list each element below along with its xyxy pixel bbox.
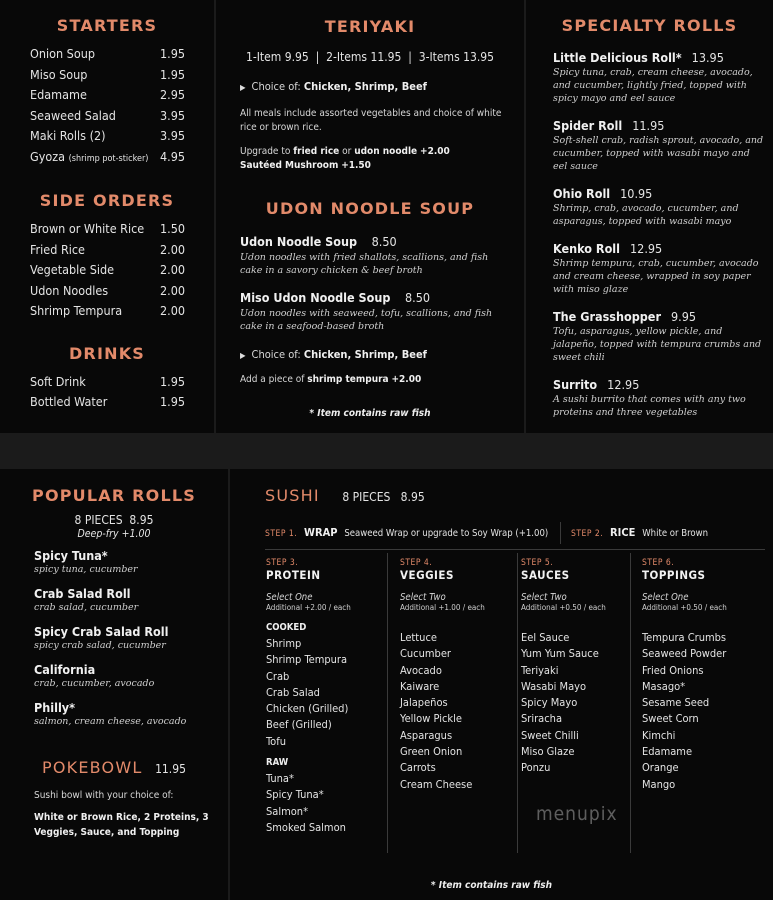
list-item: Tuna* <box>266 772 294 786</box>
raw-list <box>266 771 384 836</box>
roll-price: 12.95 <box>607 377 640 392</box>
column-divider <box>517 553 518 853</box>
item-price: 1.95 <box>159 46 185 61</box>
item-name: Bottled Water <box>30 394 108 409</box>
choice-value: Chicken, Shrimp, Beef <box>303 80 427 93</box>
item-price: 2.00 <box>159 282 185 298</box>
item-price: 2.00 <box>159 303 185 318</box>
item-name: Fried Rice <box>30 241 85 257</box>
list-item: Sweet Chilli <box>521 728 579 742</box>
item-price: 3.95 <box>159 128 185 143</box>
roll-desc: spicy crab salad, cucumber <box>34 640 166 651</box>
roll-name: Spicy Crab Salad Roll <box>34 624 169 639</box>
roll-name: Crab Salad Roll <box>34 586 131 601</box>
popular-pieces: 8 PIECES 8.95 <box>74 513 154 527</box>
list-item: Chicken (Grilled) <box>266 702 349 716</box>
item-name: Shrimp Tempura <box>30 303 123 318</box>
veggies-additional: Additional +1.00 / each <box>400 603 485 612</box>
addon-tempura: shrimp tempura <box>307 374 389 385</box>
starters-heading: STARTERS <box>56 16 158 35</box>
pokebowl-line1: Sushi bowl with your choice of: <box>34 790 174 801</box>
column-divider <box>387 553 388 853</box>
sushi-panel <box>230 469 773 900</box>
list-item: Sesame Seed <box>642 696 710 710</box>
toppings-title: TOPPINGS <box>642 568 706 582</box>
step-divider <box>560 522 561 544</box>
pokebowl-body <box>0 788 228 840</box>
step-4-label: STEP 4. <box>400 558 433 568</box>
roll-price: 11.95 <box>632 118 665 133</box>
veggies-select: Select Two <box>400 592 446 603</box>
mushroom-label: Sautéed Mushroom <box>240 160 339 171</box>
item-price: 2.00 <box>159 262 185 277</box>
protein-select: Select One <box>266 592 313 603</box>
roll-name: Ohio Roll <box>553 186 611 201</box>
pokebowl-line2: White or Brown Rice, 2 Proteins, 3 Veggies, Sauce, and Topping <box>34 812 209 838</box>
pokebowl-price: 11.95 <box>155 762 186 776</box>
list-item: Cucumber <box>400 647 451 661</box>
list-item: Crab <box>266 669 290 683</box>
specialty-item <box>553 306 765 364</box>
sushi-title-row <box>265 486 425 505</box>
teriyaki-meals-note: All meals include assorted vegetables and choice of white rice or brown rice. <box>240 108 502 133</box>
starters-panel <box>0 0 214 433</box>
popular-list <box>0 540 228 728</box>
upgrade-text: Upgrade to <box>240 146 291 157</box>
roll-desc: Tofu, asparagus, yellow pickle, and jalapeño, topped with tempura crumbs and sweet chili <box>553 326 762 363</box>
roll-desc: spicy tuna, cucumber <box>34 564 138 575</box>
list-item <box>30 126 185 147</box>
udon-item <box>240 287 504 333</box>
item-name: Miso Soup <box>30 66 88 82</box>
popular-item <box>34 548 218 576</box>
starters-list <box>0 35 214 169</box>
item-name: Vegetable Side <box>30 262 115 277</box>
sauces-list <box>521 630 631 777</box>
list-item: Salmon* <box>266 804 309 818</box>
list-item <box>30 281 185 302</box>
list-item: Wasabi Mayo <box>521 679 587 693</box>
triangle-bullet-icon: ▶ <box>240 351 246 360</box>
list-item: Edamame <box>642 745 693 759</box>
drinks-list <box>0 363 214 413</box>
list-item: Beef (Grilled) <box>266 718 332 732</box>
step-6-label: STEP 6. <box>642 558 675 568</box>
roll-name: California <box>34 662 96 677</box>
sauces-additional: Additional +0.50 / each <box>521 603 606 612</box>
roll-desc: crab, cucumber, avocado <box>34 678 155 689</box>
popular-heading: POPULAR ROLLS <box>32 486 196 505</box>
roll-desc: Shrimp tempura, crab, cucumber, avocado and cream cheese, wrapped in soy paper with miso glaze <box>553 258 759 295</box>
veggies-list <box>400 630 515 793</box>
teriyaki-prices: 1-Item 9.95 | 2-Items 11.95 | 3-Items 13.95 <box>245 50 495 64</box>
item-price: 2.95 <box>159 87 185 102</box>
mushroom-price: +1.50 <box>341 160 371 171</box>
list-item: Sweet Corn <box>642 712 699 726</box>
item-name: Soft Drink <box>30 373 86 389</box>
list-item: Kimchi <box>642 728 676 742</box>
toppings-column <box>642 558 770 793</box>
udon-item-name: Udon Noodle Soup <box>240 234 358 249</box>
protein-title: PROTEIN <box>266 568 321 582</box>
toppings-list <box>642 630 770 793</box>
list-item <box>30 301 185 322</box>
popular-deepfry: Deep-fry +1.00 <box>77 528 151 540</box>
addon-text: Add a piece of <box>240 374 305 385</box>
list-item: Cream Cheese <box>400 777 473 791</box>
specialty-heading: SPECIALTY ROLLS <box>561 16 738 35</box>
side-orders-heading: SIDE ORDERS <box>39 191 175 210</box>
roll-name: Spider Roll <box>553 118 623 133</box>
list-item <box>30 219 185 240</box>
choice-label: Choice of: <box>251 80 301 93</box>
steps-underline <box>265 549 765 550</box>
list-item: Ponzu <box>521 761 551 775</box>
step-1-text: Seaweed Wrap or upgrade to Soy Wrap (+1.00) <box>344 528 549 539</box>
watermark: menupix <box>536 803 618 825</box>
sushi-heading: SUSHI <box>265 486 320 505</box>
sauces-select: Select Two <box>521 592 567 603</box>
list-item: Jalapeños <box>400 696 448 710</box>
step-3-label: STEP 3. <box>266 558 299 568</box>
protein-column <box>266 558 384 836</box>
item-price: 2.00 <box>159 241 185 257</box>
popular-panel <box>0 469 228 900</box>
list-item: Smoked Salmon <box>266 820 346 834</box>
item-name: Onion Soup <box>30 46 95 61</box>
roll-price: 9.95 <box>671 309 697 324</box>
list-item: Spicy Mayo <box>521 696 578 710</box>
item-price: 1.95 <box>159 394 185 409</box>
item-price: 4.95 <box>159 148 185 164</box>
cooked-list <box>266 636 384 750</box>
popular-item <box>34 700 218 728</box>
item-name: Gyoza <box>30 148 66 164</box>
udon-body <box>216 231 524 387</box>
upgrade-price: +2.00 <box>420 146 450 157</box>
step-1-label: STEP 1. <box>265 529 298 539</box>
list-item <box>30 392 185 413</box>
roll-name: Philly* <box>34 700 76 715</box>
udon-item-price: 8.50 <box>371 234 397 249</box>
udon-heading: UDON NOODLE SOUP <box>265 199 475 218</box>
drinks-heading: DRINKS <box>68 343 146 363</box>
addon-price: +2.00 <box>391 374 422 385</box>
specialty-item <box>553 238 765 296</box>
veggies-title: VEGGIES <box>400 568 454 582</box>
roll-name: Kenko Roll <box>553 241 621 256</box>
roll-desc: salmon, cream cheese, avocado <box>34 716 187 727</box>
item-price: 1.50 <box>159 221 185 236</box>
roll-desc: Spicy tuna, crab, cream cheese, avocado, and cucumber, lightly fried, topped with spicy mayo and eel sauce <box>553 67 753 104</box>
udon-item-desc: Udon noodles with fried shallots, scallions, and fish cake in a savory chicken & beef broth <box>240 252 489 276</box>
sauces-column <box>521 558 631 777</box>
udon-addon <box>240 372 504 387</box>
list-item <box>30 372 185 393</box>
specialty-panel <box>526 0 773 433</box>
list-item: Eel Sauce <box>521 631 570 644</box>
udon-item-price: 8.50 <box>404 290 431 305</box>
item-name: Udon Noodles <box>30 282 109 298</box>
list-item: Masago* <box>642 679 686 693</box>
roll-name: Spicy Tuna* <box>34 548 108 563</box>
triangle-bullet-icon: ▶ <box>240 83 246 92</box>
roll-desc: Shrimp, crab, avocado, cucumber, and asparagus, topped with wasabi mayo <box>553 203 739 227</box>
item-price: 3.95 <box>159 107 185 123</box>
specialty-list <box>526 35 773 419</box>
step-2-label: STEP 2. <box>571 529 604 539</box>
toppings-additional: Additional +0.50 / each <box>642 603 727 612</box>
item-price: 1.95 <box>159 66 185 82</box>
item-price: 1.95 <box>159 373 185 389</box>
roll-price: 12.95 <box>630 241 663 256</box>
list-item <box>30 240 185 261</box>
list-item: Tofu <box>266 734 286 748</box>
roll-price: 13.95 <box>691 50 724 65</box>
roll-desc: crab salad, cucumber <box>34 602 139 613</box>
raw-fish-note: * Item contains raw fish <box>309 408 431 419</box>
item-name: Seaweed Salad <box>30 107 116 123</box>
list-item: Kaiware <box>400 679 440 693</box>
pokebowl-title-row <box>0 758 228 777</box>
side-orders-list <box>0 210 214 322</box>
list-item: Crab Salad <box>266 685 320 699</box>
list-item: Avocado <box>400 663 442 677</box>
list-item: Fried Onions <box>642 663 704 677</box>
list-item <box>30 106 185 127</box>
sushi-step2-row <box>571 526 708 539</box>
list-item <box>30 85 185 106</box>
roll-desc: Soft-shell crab, radish sprout, avocado, and cucumber, topped with wasabi mayo and eel sauce <box>553 135 764 172</box>
list-item: Asparagus <box>400 728 453 742</box>
popular-item <box>34 624 218 652</box>
upgrade-udon: udon noodle <box>354 146 418 157</box>
list-item <box>30 44 185 65</box>
specialty-item <box>553 115 765 173</box>
list-item: Lettuce <box>400 631 437 644</box>
protein-additional: Additional +2.00 / each <box>266 603 351 612</box>
list-item: Miso Glaze <box>521 745 575 759</box>
upgrade-or: or <box>342 146 352 157</box>
sauces-title: SAUCES <box>521 568 570 582</box>
raw-label: RAW <box>266 757 289 769</box>
list-item <box>30 260 185 281</box>
list-item: Carrots <box>400 761 436 775</box>
upgrade-fried-rice: fried rice <box>293 146 340 157</box>
list-item: Tempura Crumbs <box>642 631 727 644</box>
roll-name: Surrito <box>553 377 598 392</box>
udon-choice <box>240 347 504 363</box>
list-item: Shrimp <box>266 637 302 650</box>
roll-price: 10.95 <box>620 186 653 201</box>
list-item: Seaweed Powder <box>642 647 727 661</box>
teriyaki-choice <box>240 79 504 95</box>
udon-item-name: Miso Udon Noodle Soup <box>240 290 391 305</box>
item-note: (shrimp pot-sticker) <box>68 153 149 164</box>
cooked-label: COOKED <box>266 622 307 633</box>
list-item <box>30 147 185 170</box>
udon-item-desc: Udon noodles with seaweed, tofu, scallions, and fish cake in a seafood-based broth <box>240 308 493 332</box>
step-1-title: WRAP <box>304 526 338 539</box>
pokebowl-heading: POKEBOWL <box>42 758 143 777</box>
list-item: Spicy Tuna* <box>266 788 324 802</box>
specialty-item <box>553 47 765 105</box>
veggies-column <box>400 558 515 793</box>
column-divider <box>630 553 631 853</box>
list-item: Green Onion <box>400 745 463 759</box>
step-2-title: RICE <box>610 526 636 539</box>
teriyaki-body <box>216 79 524 173</box>
roll-desc: A sushi burrito that comes with any two proteins and three vegetables <box>553 394 746 418</box>
choice-value: Chicken, Shrimp, Beef <box>303 348 427 361</box>
list-item: Shrimp Tempura <box>266 653 348 667</box>
choice-label: Choice of: <box>251 348 301 361</box>
list-item: Mango <box>642 777 676 791</box>
list-item: Sriracha <box>521 712 563 726</box>
raw-fish-note: * Item contains raw fish <box>430 880 553 891</box>
list-item: Yellow Pickle <box>400 712 462 726</box>
specialty-item <box>553 374 765 419</box>
list-item: Orange <box>642 761 679 775</box>
teriyaki-heading: TERIYAKI <box>324 17 416 36</box>
item-name: Maki Rolls (2) <box>30 128 106 143</box>
specialty-item <box>553 183 765 228</box>
teriyaki-upgrade <box>240 145 504 173</box>
roll-name: Little Delicious Roll* <box>553 50 682 65</box>
list-item: Yum Yum Sauce <box>521 647 599 661</box>
step-2-text: White or Brown <box>642 528 709 539</box>
toppings-select: Select One <box>642 592 689 603</box>
list-item: Teriyaki <box>521 663 559 677</box>
teriyaki-panel <box>216 0 524 433</box>
sushi-pieces: 8 PIECES 8.95 <box>342 490 425 504</box>
item-name: Brown or White Rice <box>30 221 145 236</box>
list-item <box>30 65 185 86</box>
item-name: Edamame <box>30 87 87 102</box>
udon-item <box>240 231 504 277</box>
popular-item <box>34 586 218 614</box>
roll-name: The Grasshopper <box>553 309 661 324</box>
popular-item <box>34 662 218 690</box>
step-5-label: STEP 5. <box>521 558 554 568</box>
